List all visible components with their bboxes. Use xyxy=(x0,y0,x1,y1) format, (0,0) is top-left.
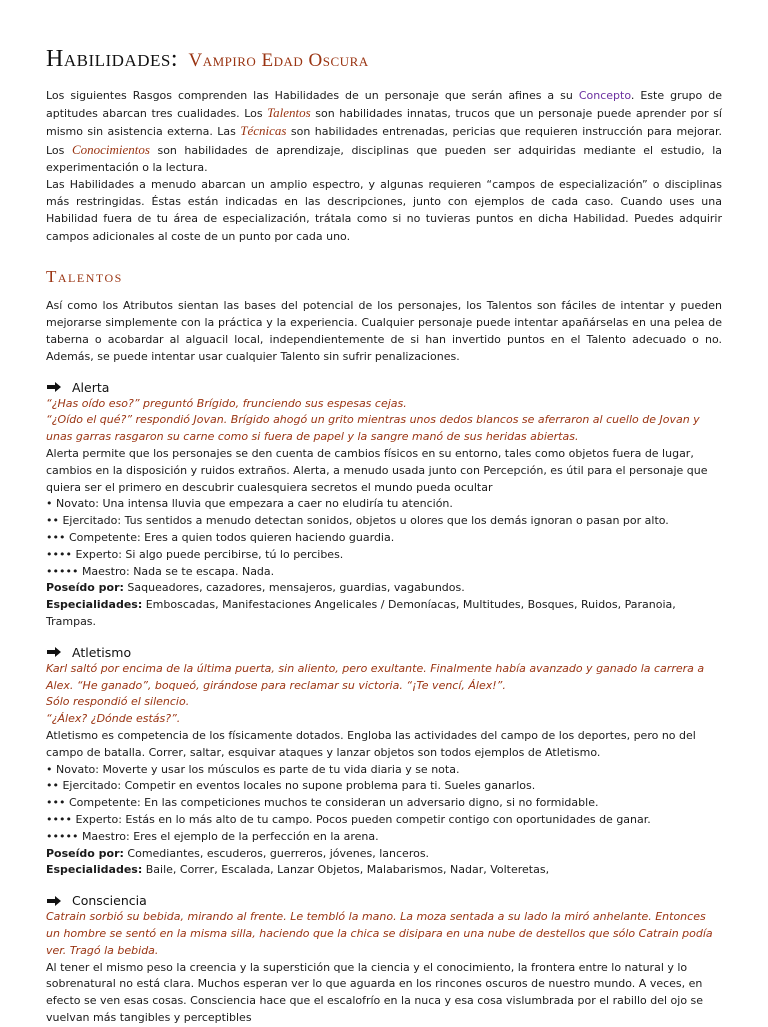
poseido-label: Poseído por: xyxy=(46,846,124,860)
level-line: •• Ejercitado: Competir en eventos locales no supone problema para ti. Sueles ganarlos. xyxy=(46,779,536,793)
tecnicas-term: Técnicas xyxy=(240,123,287,139)
poseido-line xyxy=(46,846,722,863)
level-line: ••• Competente: Eres a quien todos quieren haciendo guardia. xyxy=(46,531,395,545)
poseido-value: Saqueadores, cazadores, mensajeros, guardias, vagabundos. xyxy=(123,581,465,595)
especialidades-label: Especialidades: xyxy=(46,863,143,877)
arrow-icon xyxy=(46,647,62,657)
entry-heading xyxy=(46,380,722,395)
entry-consciencia xyxy=(46,893,722,1027)
title-main: Habilidades: xyxy=(46,46,178,72)
entry-description: Alerta permite que los personajes se den cuenta de cambios físicos en su entorno, tales como objetos fuera de lugar, cambios en la disposición y ruidos extraños. Alerta, a menudo usada junto con Percepción, es útil para el personaje que quiera ser el primero en descubrir cualesquiera secretos el mundo pueda ocultar xyxy=(46,447,708,494)
level-line: ••••• Maestro: Nada se te escapa. Nada. xyxy=(46,564,275,578)
intro-text: Los siguientes Rasgos comprenden las Habilidades de un personaje que serán afines a su xyxy=(46,89,579,102)
level-line: ••• Competente: En las competiciones muchos te consideran un adversario digno, si no formidable. xyxy=(46,796,599,810)
entry-quote: Karl saltó por encima de la última puerta, sin aliento, pero exultante. Finalmente había avanzado y ganado la carrera a Alex. “He ganado”, boqueó, girándose para reclamar su victoria. “¡Te vencí, Álex!”. xyxy=(46,661,705,692)
level-line: • Novato: Una intensa lluvia que empezara a caer no eludiría tu atención. xyxy=(46,497,453,511)
especialidades-value: Baile, Correr, Escalada, Lanzar Objetos, Malabarismos, Nadar, Volteretas, xyxy=(142,863,550,877)
especialidades-label: Especialidades: xyxy=(46,598,143,612)
entry-atletismo xyxy=(46,645,722,879)
entry-alerta xyxy=(46,380,722,631)
talentos-term: Talentos xyxy=(267,105,311,121)
entry-description: Atletismo es competencia de los físicamente dotados. Engloba las actividades del campo de los deportes, pero no del campo de batalla. Correr, saltar, esquivar ataques y lanzar objetos son todos ejemplos de Atletismo. xyxy=(46,728,696,759)
title-subtitle: Vampiro Edad Oscura xyxy=(188,50,369,71)
intro-text: son habilidades entrenadas, pericias que requieren instrucción para mejorar. Los xyxy=(46,125,722,157)
entry-title: Atletismo xyxy=(72,644,132,660)
entry-title: Consciencia xyxy=(72,893,147,909)
entry-description: Al tener el mismo peso la creencia y la superstición que la ciencia y el conocimiento, la frontera entre lo natural y lo sobrenatural no está clara. Muchos esperan ver lo que aguarda en los rincones oscuros de nuestro mundo. A veces, en efecto se ven esas cosas. Consciencia hace que el escalofrío en la nuca y esa cosa vislumbrada por el rabillo del ojo se vuelvan más tangibles y perceptibles xyxy=(46,960,704,1024)
page-title xyxy=(46,46,722,73)
intro-text: . Este grupo de aptitudes abarcan tres cualidades. Los xyxy=(46,89,722,121)
entry-quote: “¿Has oído eso?” preguntó Brígido, frunciendo sus espesas cejas. xyxy=(46,396,407,410)
intro-text: son habilidades de aprendizaje, disciplinas que pueden ser adquiridas mediante el estudio, la experimentación o la lectura. xyxy=(46,143,722,174)
concepto-term: Concepto xyxy=(578,89,631,102)
entry-quote: “¿Oído el qué?” respondió Jovan. Brígido ahogó un grito mientras unos dedos blancos se aferraron al cuello de Jovan y unas garras rasgaron su carne como si fuera de papel y la sangre manó de sus heridas abiertas. xyxy=(46,413,700,444)
especialidades-line xyxy=(46,862,722,879)
poseido-value: Comediantes, escuderos, guerreros, jóvenes, lanceros. xyxy=(123,846,430,860)
entry-title: Alerta xyxy=(72,379,110,395)
arrow-icon xyxy=(46,382,62,392)
entry-quote: Catrain sorbió su bebida, mirando al frente. Le tembló la mano. La moza sentada a su lado la miró anhelante. Entonces un hombre se sentó en la misma silla, haciendo que la chica se disipara en una nube de destellos que sólo Catrain podía ver. Tragó la bebida. xyxy=(46,910,713,957)
entry-quote: Sólo respondió el silencio. xyxy=(46,695,190,709)
conocimientos-term: Conocimientos xyxy=(71,141,150,157)
entry-quote: “¿Álex? ¿Dónde estás?”. xyxy=(46,712,181,726)
level-line: ••••• Maestro: Eres el ejemplo de la perfección en la arena. xyxy=(46,829,379,843)
level-line: • Novato: Moverte y usar los músculos es parte de tu vida diaria y se nota. xyxy=(46,762,460,776)
entry-heading xyxy=(46,893,722,908)
arrow-icon xyxy=(46,896,62,906)
talentos-intro: Así como los Atributos sientan las bases del potencial de los personajes, los Talentos son fáciles de intentar y pueden mejorarse simplemente con la práctica y la experiencia. Cualquier personaje puede intentar apañárselas en una pelea de taberna o acobardar al alguacil local, independientemente de si han invertido puntos en el Talento adecuado o no. Además, se puede intentar usar cualquier Talento sin sufrir penalizaciones. xyxy=(46,298,722,364)
section-heading-talentos: Talentos xyxy=(46,266,123,286)
intro-paragraph-1 xyxy=(46,87,722,176)
level-line: •••• Experto: Si algo puede percibirse, tú lo percibes. xyxy=(46,547,344,561)
intro-paragraph-2: Las Habilidades a menudo abarcan un amplio espectro, y algunas requieren “campos de especialización” o disciplinas más restringidas. Éstas están indicadas en las descripciones, junto con ejemplos de cada caso. Cuando uses una Habilidad fuera de tu área de especialización, trátala como si no tuvieras puntos en dicha Habilidad. Puedes adquirir campos adicionales al coste de un punto por cada uno. xyxy=(46,178,722,243)
especialidades-value: Emboscadas, Manifestaciones Angelicales / Demoníacas, Multitudes, Bosques, Ruidos, Paranoia, Trampas. xyxy=(46,598,676,628)
level-line: •• Ejercitado: Tus sentidos a menudo detectan sonidos, objetos u olores que los demás ignoran o pasan por alto. xyxy=(46,514,669,528)
especialidades-line xyxy=(46,597,722,631)
entry-heading xyxy=(46,645,722,660)
poseido-line xyxy=(46,580,722,597)
level-line: •••• Experto: Estás en lo más alto de tu campo. Pocos pueden competir contigo con oportunidades de ganar. xyxy=(46,812,651,826)
poseido-label: Poseído por: xyxy=(46,581,124,595)
intro-text: son habilidades innatas, trucos que un personaje puede aprender por sí mismo sin asistencia externa. Las xyxy=(46,107,722,139)
